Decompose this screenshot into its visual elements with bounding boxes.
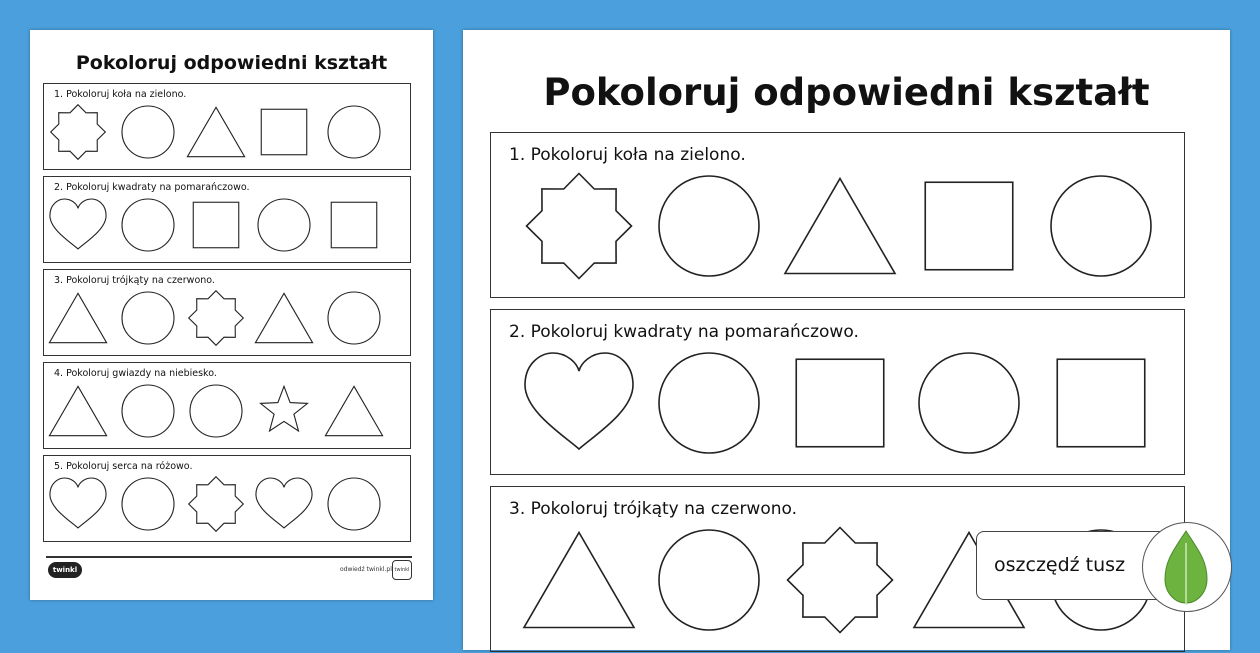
task-label: 2. Pokoloruj kwadraty na pomarańczowo. xyxy=(509,322,859,342)
shape-row xyxy=(44,270,412,357)
triangle-shape xyxy=(255,293,312,342)
task-label: 3. Pokoloruj trójkąty na czerwono. xyxy=(54,275,215,286)
circle-shape xyxy=(919,353,1019,453)
worksheet-title: Pokoloruj odpowiedni kształt xyxy=(543,71,1150,114)
task-box-2 xyxy=(43,176,411,263)
twinkl-logo: twinkl xyxy=(48,562,82,578)
task-label: 5. Pokoloruj serca na różowo. xyxy=(54,461,193,472)
eight-point-star-shape xyxy=(189,291,244,346)
shape-row xyxy=(44,84,412,171)
square-shape xyxy=(331,202,377,248)
circle-shape xyxy=(1051,176,1151,276)
eight-point-star-shape xyxy=(527,174,632,279)
square-shape xyxy=(1057,359,1145,447)
task-label: 3. Pokoloruj trójkąty na czerwono. xyxy=(509,499,798,519)
circle-shape xyxy=(122,385,174,437)
triangle-shape xyxy=(187,107,244,156)
circle-shape xyxy=(122,106,174,158)
circle-shape xyxy=(659,353,759,453)
shape-row xyxy=(44,456,412,543)
circle-shape xyxy=(122,199,174,251)
eight-point-star-shape xyxy=(51,105,106,160)
square-shape xyxy=(193,202,239,248)
footer-divider xyxy=(46,556,412,558)
footer-url: odwiedź twinkl.pl xyxy=(340,566,392,573)
heart-shape xyxy=(525,353,633,449)
task-label: 4. Pokoloruj gwiazdy na niebiesko. xyxy=(54,368,217,379)
footer-badge-icon: twinkl xyxy=(392,560,412,580)
circle-shape xyxy=(122,292,174,344)
task-label: 2. Pokoloruj kwadraty na pomarańczowo. xyxy=(54,182,250,193)
square-shape xyxy=(261,109,307,155)
triangle-shape xyxy=(524,533,634,628)
save-ink-label: oszczędź tusz xyxy=(994,554,1126,576)
task-box-1 xyxy=(490,132,1185,298)
heart-shape xyxy=(50,478,106,528)
task-box-3 xyxy=(43,269,411,356)
shape-row xyxy=(44,177,412,264)
task-box-4 xyxy=(43,362,411,449)
five-point-star-shape xyxy=(261,386,308,431)
triangle-shape xyxy=(325,386,382,435)
worksheet-title: Pokoloruj odpowiedni kształt xyxy=(75,52,388,74)
eight-point-star-shape xyxy=(189,477,244,532)
circle-shape xyxy=(659,530,759,630)
task-label: 1. Pokoloruj koła na zielono. xyxy=(509,145,746,165)
shape-row xyxy=(491,310,1186,476)
save-ink-toggle[interactable] xyxy=(1142,522,1232,612)
shape-row xyxy=(491,133,1186,299)
heart-shape xyxy=(256,478,312,528)
circle-shape xyxy=(659,176,759,276)
circle-shape xyxy=(122,478,174,530)
circle-shape xyxy=(328,478,380,530)
triangle-shape xyxy=(785,179,895,274)
heart-shape xyxy=(50,199,106,249)
circle-shape xyxy=(190,385,242,437)
circle-shape xyxy=(258,199,310,251)
task-label: 1. Pokoloruj koła na zielono. xyxy=(54,89,187,100)
leaf-icon xyxy=(1143,523,1230,610)
circle-shape xyxy=(328,106,380,158)
square-shape xyxy=(925,182,1013,270)
shape-row xyxy=(44,363,412,450)
triangle-shape xyxy=(49,386,106,435)
task-box-2 xyxy=(490,309,1185,475)
circle-shape xyxy=(328,292,380,344)
eight-point-star-shape xyxy=(788,528,893,633)
worksheet-thumbnail xyxy=(30,30,433,600)
triangle-shape xyxy=(49,293,106,342)
task-box-5 xyxy=(43,455,411,542)
square-shape xyxy=(796,359,884,447)
task-box-1 xyxy=(43,83,411,170)
